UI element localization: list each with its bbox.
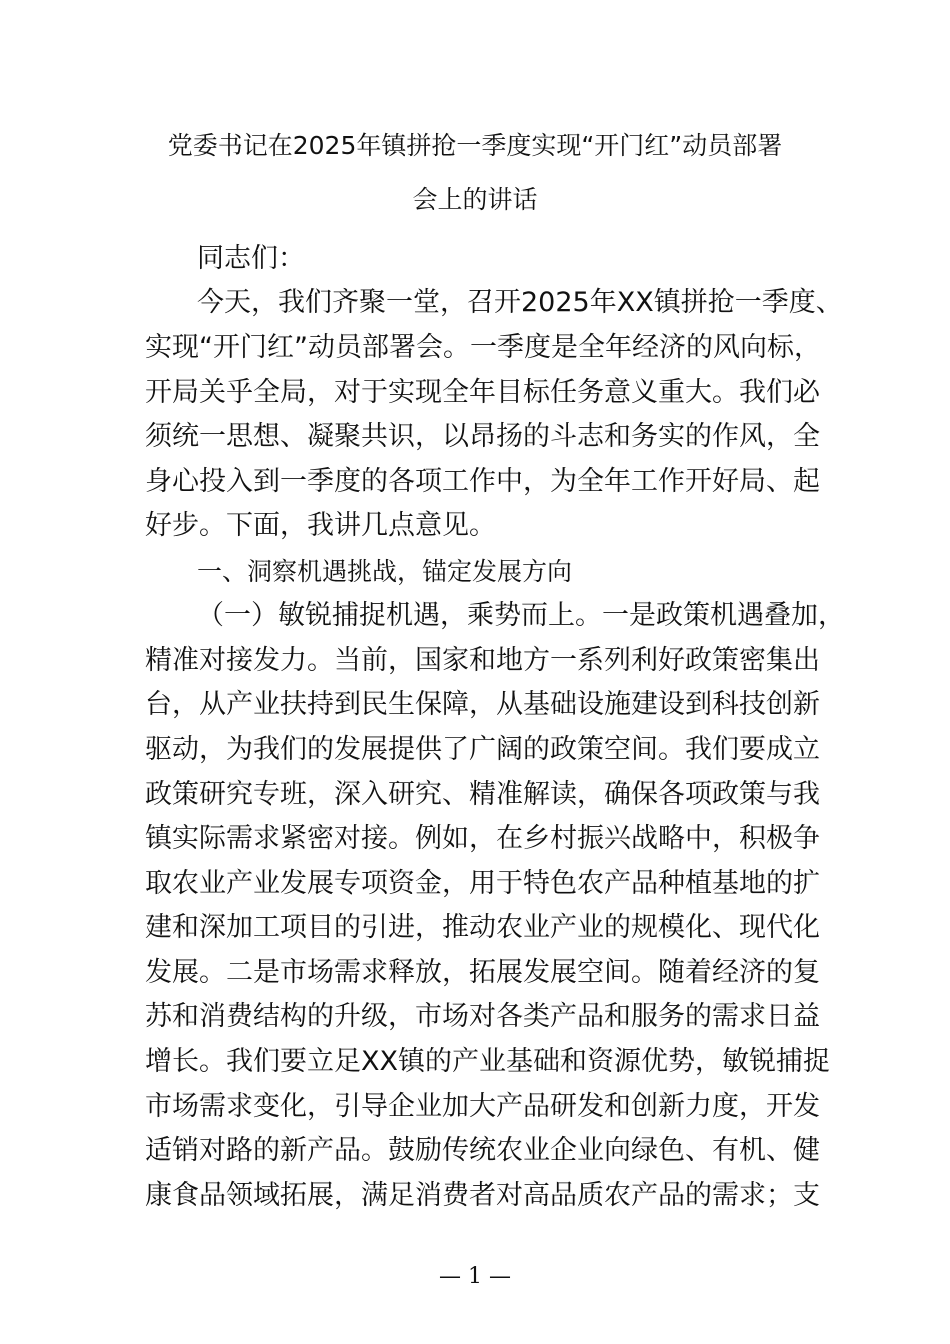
body-line: 好步。下面，我讲几点意见。 bbox=[145, 510, 496, 541]
body-line: 开局关乎全局，对于实现全年目标任务意义重大。我们必 bbox=[145, 377, 820, 408]
document-title-line-2: 会上的讲话 bbox=[412, 185, 538, 214]
document-title-line-1: 党委书记在2025年镇拼抢一季度实现“开门红”动员部署 bbox=[167, 131, 783, 160]
body-line: 驱动，为我们的发展提供了广阔的政策空间。我们要成立 bbox=[145, 734, 820, 765]
body-line: 苏和消费结构的升级，市场对各类产品和服务的需求日益 bbox=[145, 1001, 820, 1032]
salutation: 同志们： bbox=[197, 243, 305, 274]
body-line: 取农业产业发展专项资金，用于特色农产品种植基地的扩 bbox=[145, 868, 820, 899]
body-line: 须统一思想、凝聚共识，以昂扬的斗志和务实的作风，全 bbox=[145, 421, 820, 452]
body-line: 精准对接发力。当前，国家和地方一系列利好政策密集出 bbox=[145, 645, 820, 676]
section-heading: 一、洞察机遇挑战，锚定发展方向 bbox=[197, 557, 573, 586]
body-line: 台，从产业扶持到民生保障，从基础设施建设到科技创新 bbox=[145, 689, 820, 720]
body-line: 增长。我们要立足XX镇的产业基础和资源优势，敏锐捕捉 bbox=[145, 1046, 830, 1077]
body-line: 实现“开门红”动员部署会。一季度是全年经济的风向标， bbox=[145, 332, 821, 363]
body-line: 市场需求变化，引导企业加大产品研发和创新力度，开发 bbox=[145, 1091, 820, 1122]
body-line: 身心投入到一季度的各项工作中，为全年工作开好局、起 bbox=[145, 466, 820, 497]
body-line: 镇实际需求紧密对接。例如，在乡村振兴战略中，积极争 bbox=[145, 823, 820, 854]
body-line: 建和深加工项目的引进，推动农业产业的规模化、现代化 bbox=[145, 912, 820, 943]
page-number: — 1 — bbox=[439, 1264, 511, 1289]
body-line: 康食品领域拓展，满足消费者对高品质农产品的需求；支 bbox=[145, 1180, 820, 1211]
body-line: 政策研究专班，深入研究、精准解读，确保各项政策与我 bbox=[145, 779, 820, 810]
body-line: 发展。二是市场需求释放，拓展发展空间。随着经济的复 bbox=[145, 957, 820, 988]
body-line: 适销对路的新产品。鼓励传统农业企业向绿色、有机、健 bbox=[145, 1135, 820, 1166]
body-line: 今天，我们齐聚一堂，召开2025年XX镇拼抢一季度、 bbox=[197, 287, 843, 318]
subsection-line: （一）敏锐捕捉机遇，乘势而上。一是政策机遇叠加， bbox=[197, 600, 845, 631]
